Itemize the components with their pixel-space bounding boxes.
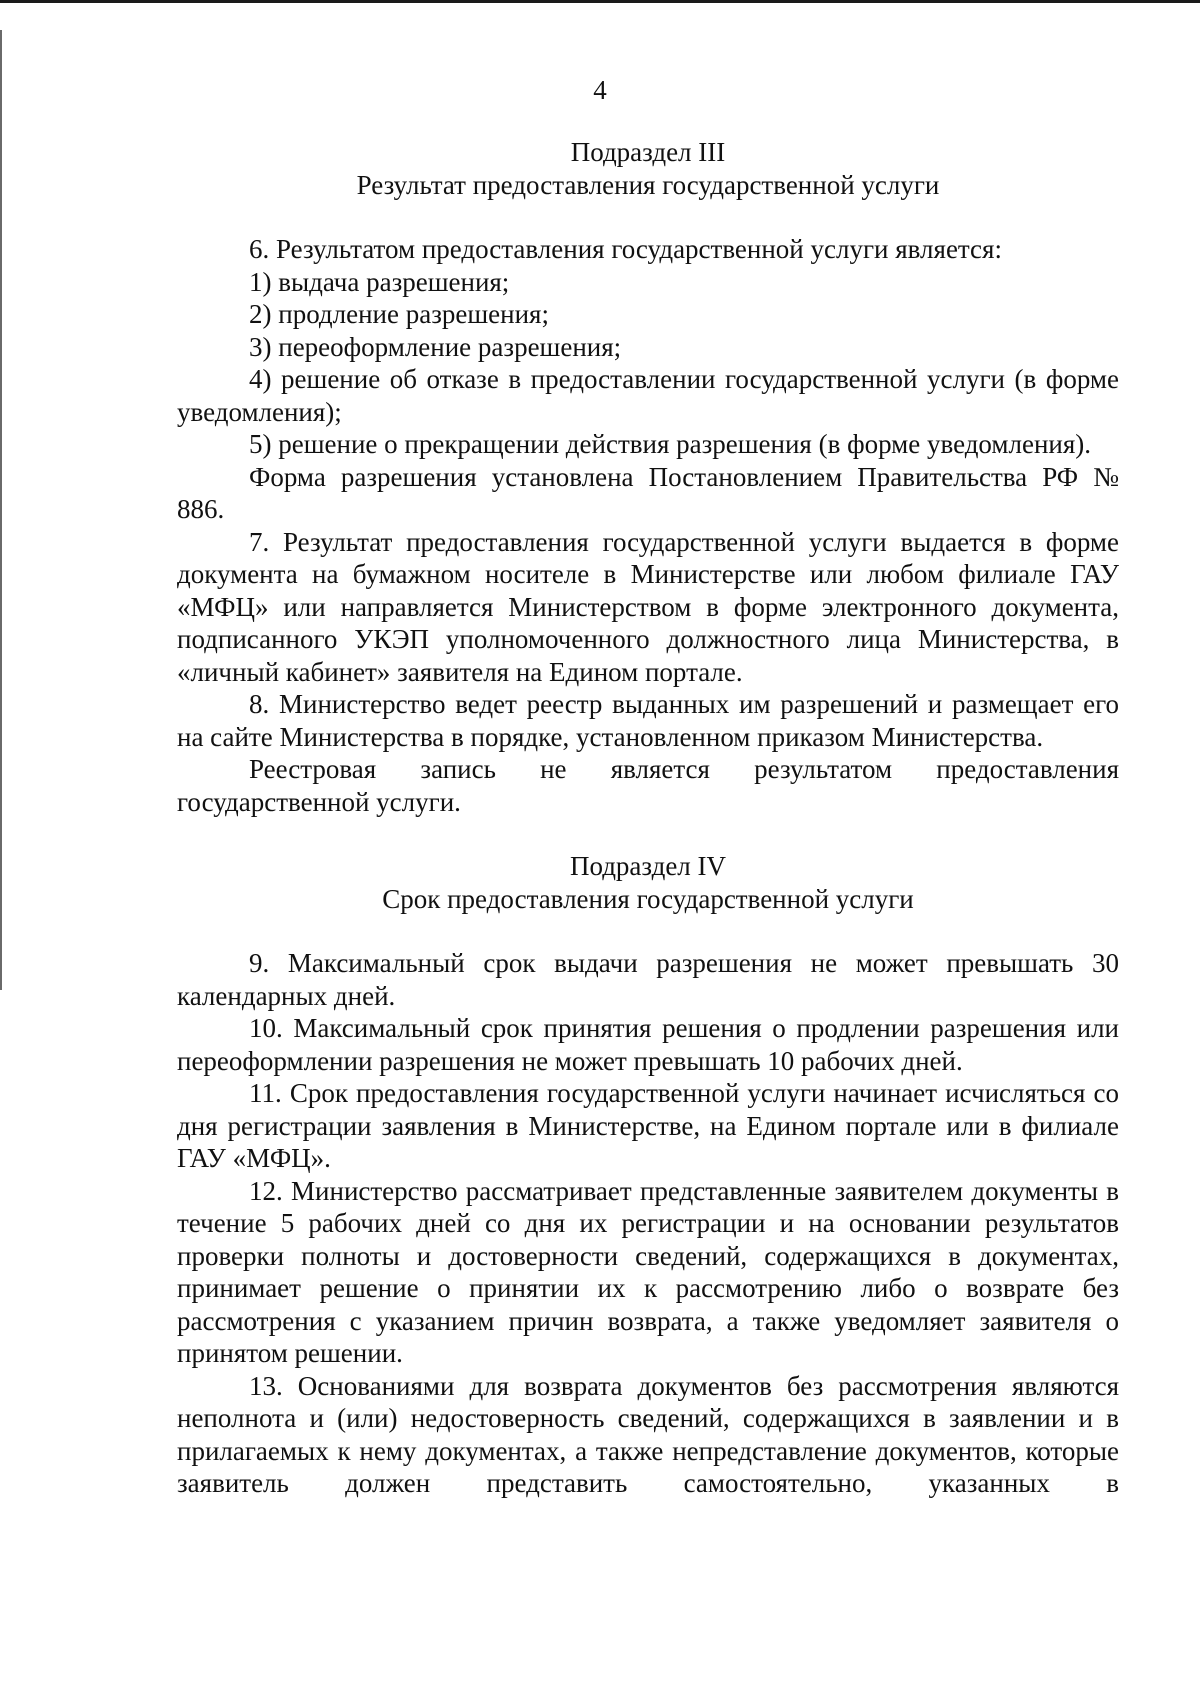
spacer [177, 818, 1119, 850]
paragraph-12: 12. Министерство рассматривает представленные заявителем документы в течение 5 рабочих дней со дня их регистрации и на основании результатов проверки полноты и достоверности сведений, содержащихся в документах, принимает решение о принятии их к рассмотрению либо о возврате без рассмотрения с указанием причин возврата, а также уведомляет заявителя о принятом решении. [177, 1175, 1119, 1368]
paragraph-6: 6. Результатом предоставления государственной услуги является: [249, 234, 1002, 264]
document-body [177, 136, 1119, 1500]
subsection-4-title: Срок предоставления государственной услуги [382, 883, 914, 914]
paragraph-form-note: Форма разрешения установлена Постановлением Правительства РФ № 886. [177, 461, 1119, 524]
paragraph-11: 11. Срок предоставления государственной услуги начинает исчисляться со дня регистрации заявления в Министерстве, на Едином портале или в филиале ГАУ «МФЦ». [177, 1078, 1119, 1173]
list-item-1: 1) выдача разрешения; [249, 266, 510, 297]
spacer [177, 201, 1119, 233]
list-item-3: 3) переоформление разрешения; [249, 331, 622, 362]
subsection-3-heading [177, 136, 1119, 201]
paragraph-7: 7. Результат предоставления государственной услуги выдается в форме документа на бумажном носителе в Министерстве или любом филиале ГАУ «МФЦ» или направляется Министерством в форме электронного документа, подписанного УКЭП уполномоченного должностного лица Министерства, в «личный кабинет» заявителя на Едином портале. [177, 526, 1119, 687]
subsection-4-label: Подраздел IV [569, 851, 727, 881]
list-item-2: 2) продление разрешения; [249, 299, 549, 329]
subsection-3-label: Подраздел III [570, 137, 726, 167]
spacer [177, 915, 1119, 947]
list-item-5: 5) решение о прекращении действия разрешения (в форме уведомления). [249, 429, 1092, 459]
paragraph-13: 13. Основаниями для возврата документов без рассмотрения являются неполнота и (или) недостоверность сведений, содержащихся в заявлении и в прилагаемых к нему документах, а также непредставление документов, которые заявитель должен представить самостоятельно, указанных в [177, 1370, 1119, 1498]
page-number: 4 [593, 75, 607, 105]
paragraph-registry-note: Реестровая запись не является результатом предоставления государственной услуги. [177, 754, 1119, 817]
paragraph-9: 9. Максимальный срок выдачи разрешения не может превышать 30 календарных дней. [177, 948, 1119, 1011]
subsection-3-title: Результат предоставления государственной услуги [356, 169, 940, 200]
list-item-4: 4) решение об отказе в предоставлении государственной услуги (в форме уведомления); [177, 364, 1119, 427]
scan-edge-left [0, 30, 2, 990]
paragraph-10: 10. Максимальный срок принятия решения о продлении разрешения или переоформлении разрешения не может превышать 10 рабочих дней. [177, 1013, 1119, 1076]
scan-edge-top [0, 0, 1200, 3]
subsection-4-heading [177, 850, 1119, 915]
paragraph-8: 8. Министерство ведет реестр выданных им разрешений и размещает его на сайте Министерства в порядке, установленном приказом Министерства. [177, 689, 1119, 752]
